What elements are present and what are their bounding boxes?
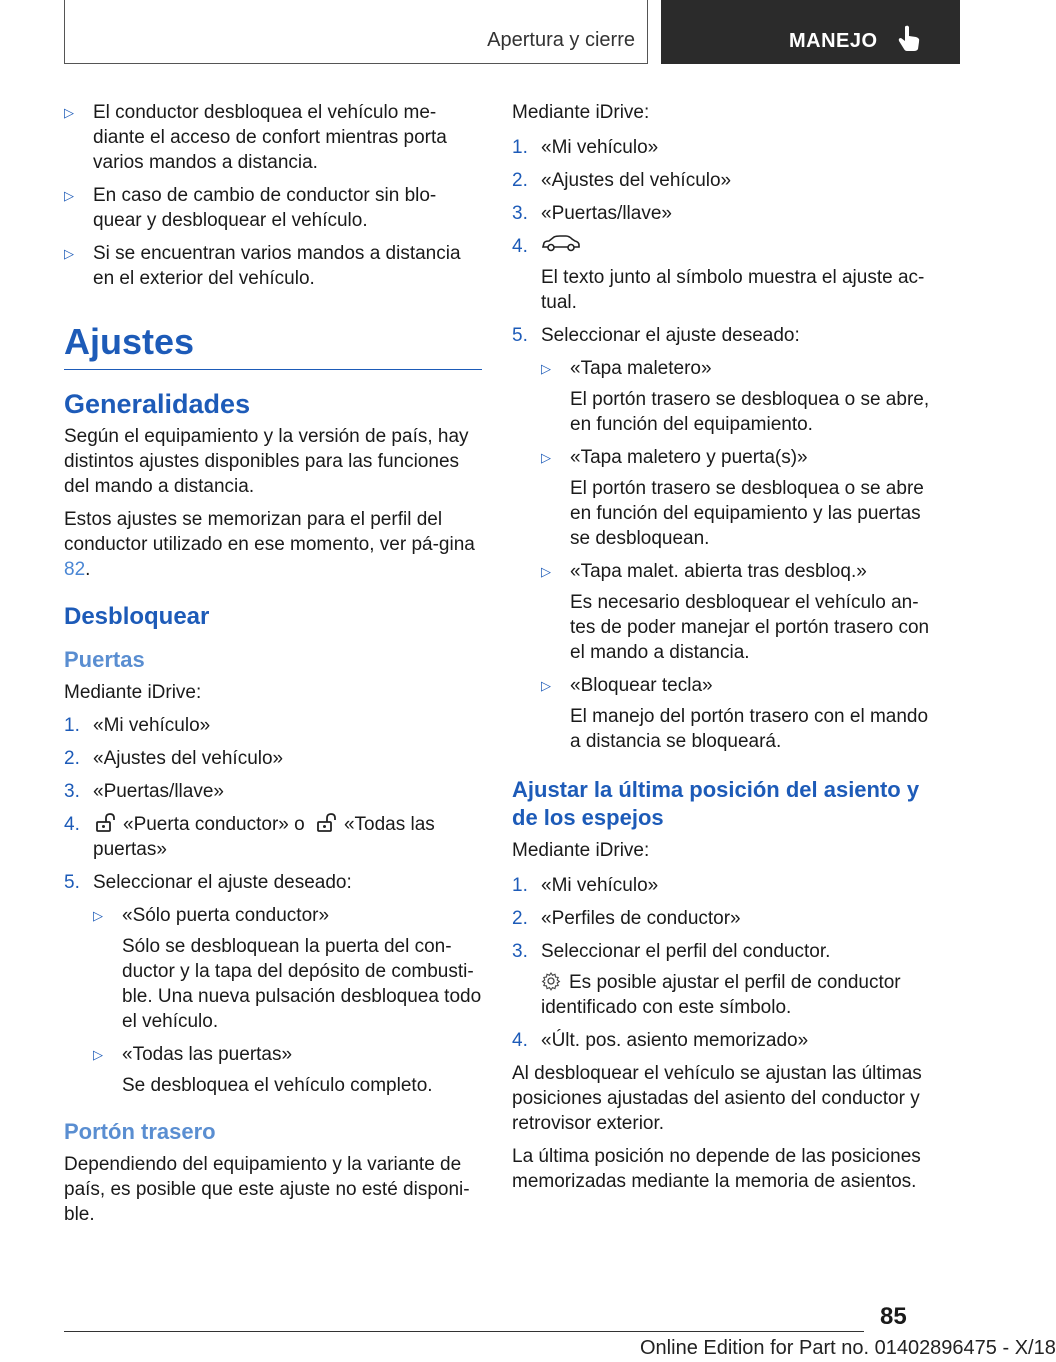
list-item: ▷ «Tapa maletero»	[541, 358, 712, 379]
bullet-triangle-icon: ▷	[541, 564, 551, 579]
option-description: Se desbloquea el vehículo completo.	[122, 1075, 433, 1096]
right-column	[512, 100, 930, 1202]
option-description: El manejo del portón trasero con el mando a distancia se bloqueará.	[570, 706, 929, 752]
paragraph: Según el equipamiento y la versión de país, hay distintos ajustes disponibles para las funciones del mando a distancia.	[64, 426, 469, 497]
paragraph: Estos ajustes se memorizan para el perfil del conductor utilizado en ese momento, ver pá-gina 82.	[64, 509, 475, 580]
list-item: ▷ El conductor desbloquea el vehículo me-diante el acceso de confort mientras porta varios mandos a distancia.	[64, 102, 447, 173]
bullet-triangle-icon: ▷	[64, 246, 74, 261]
bullet-triangle-icon: ▷	[93, 1047, 103, 1062]
list-item: 2. «Ajustes del vehículo»	[512, 170, 732, 191]
bullet-triangle-icon: ▷	[64, 188, 74, 203]
header-chapter-title: MANEJO	[789, 30, 878, 52]
list-item: ▷ Si se encuentran varios mandos a distancia en el exterior del vehículo.	[64, 243, 461, 289]
gear-icon	[541, 971, 561, 991]
header-chapter-tab	[661, 0, 960, 64]
paragraph: Mediante iDrive:	[64, 682, 202, 703]
paragraph: La última posición no depende de las posiciones memorizadas mediante la memoria de asientos.	[512, 1146, 921, 1192]
heading-porton-trasero: Portón trasero	[64, 1119, 216, 1144]
left-column	[64, 100, 482, 1235]
list-item: 1. «Mi vehículo»	[64, 715, 211, 736]
bullet-triangle-icon: ▷	[541, 450, 551, 465]
list-item: 4. «Últ. pos. asiento memorizado»	[512, 1030, 809, 1051]
heading-desbloquear: Desbloquear	[64, 603, 210, 630]
page-number: 85	[880, 1303, 907, 1330]
list-item: 5. Seleccionar el ajuste deseado:	[512, 325, 800, 346]
paragraph: Mediante iDrive:	[512, 102, 650, 123]
bullet-triangle-icon: ▷	[64, 105, 74, 120]
unlock-icon	[95, 813, 117, 833]
heading-puertas: Puertas	[64, 647, 145, 672]
list-item: ▷ «Todas las puertas»	[93, 1044, 293, 1065]
list-item: 4. «Puerta conductor» o «Todas las puertas»	[64, 814, 435, 860]
hand-pointer-icon	[897, 24, 923, 52]
paragraph: Al desbloquear el vehículo se ajustan las últimas posiciones ajustadas del asiento del conductor y retrovisor exterior.	[512, 1063, 922, 1134]
step-description: El texto junto al símbolo muestra el ajuste ac-tual.	[541, 267, 925, 313]
list-item: ▷ «Bloquear tecla»	[541, 675, 713, 696]
bullet-triangle-icon: ▷	[541, 361, 551, 376]
list-item: 2. «Ajustes del vehículo»	[64, 748, 284, 769]
list-item: ▷ «Tapa maletero y puerta(s)»	[541, 447, 808, 468]
page-link[interactable]: 82	[64, 559, 86, 580]
list-item: 5. Seleccionar el ajuste deseado:	[64, 872, 352, 893]
paragraph: Mediante iDrive:	[512, 840, 650, 861]
list-item: 3. Seleccionar el perfil del conductor.	[512, 941, 831, 962]
list-item: 4.	[512, 234, 930, 259]
option-description: El portón trasero se desbloquea o se abre, en función del equipamiento.	[570, 389, 930, 435]
header-section-box	[64, 0, 648, 64]
list-item: 2. «Perfiles de conductor»	[512, 908, 741, 929]
list-item: ▷ «Tapa malet. abierta tras desbloq.»	[541, 561, 867, 582]
heading-ajustes: Ajustes	[64, 321, 482, 370]
list-item: 3. «Puertas/llave»	[512, 203, 672, 224]
footer-edition: Online Edition for Part no. 01402896475 - X/18	[640, 1337, 1056, 1359]
heading-generalidades: Generalidades	[64, 389, 251, 419]
bullet-triangle-icon: ▷	[93, 908, 103, 923]
bullet-triangle-icon: ▷	[541, 678, 551, 693]
step-note: Es posible ajustar el perfil de conductor identificado con este símbolo.	[541, 972, 901, 1018]
heading-ultima-posicion: Ajustar la última posición del asiento y de los espejos	[512, 777, 920, 830]
list-item: 1. «Mi vehículo»	[512, 137, 659, 158]
list-item: ▷ «Sólo puerta conductor»	[93, 905, 330, 926]
paragraph: Dependiendo del equipamiento y la variante de país, es posible que este ajuste no esté disponi-ble.	[64, 1154, 470, 1225]
option-description: El portón trasero se desbloquea o se abre en función del equipamiento y las puertas se desbloquean.	[570, 478, 924, 549]
list-item: 3. «Puertas/llave»	[64, 781, 224, 802]
option-description: Es necesario desbloquear el vehículo an-tes de poder manejar el portón trasero con el mando a distancia.	[570, 592, 930, 663]
footer-divider	[64, 1331, 864, 1332]
car-icon	[541, 234, 581, 252]
list-item: 1. «Mi vehículo»	[512, 875, 659, 896]
option-description: Sólo se desbloquean la puerta del con-ductor y la tapa del depósito de combusti-ble. Una nueva pulsación desbloquea todo el vehículo.	[122, 936, 482, 1032]
header-section-title: Apertura y cierre	[487, 29, 635, 51]
list-item: ▷ En caso de cambio de conductor sin blo-quear y desbloquear el vehículo.	[64, 185, 437, 231]
unlock-icon	[316, 813, 338, 833]
